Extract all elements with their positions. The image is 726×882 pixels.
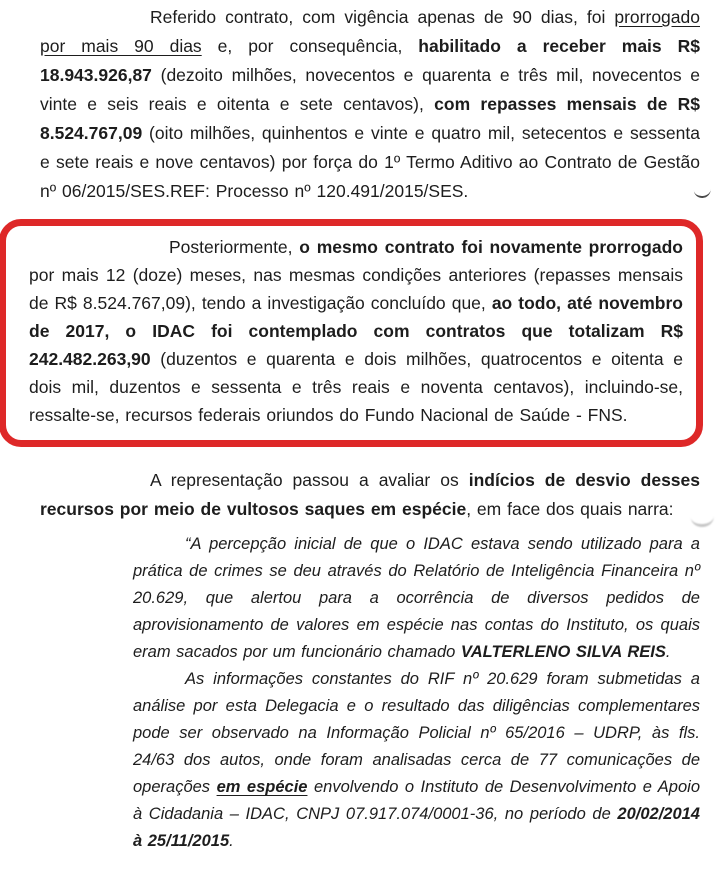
red-highlight-box (0, 219, 703, 447)
text-run: 20/02/2014 à 25/11/2015 (133, 805, 700, 850)
text-run: ao todo, até novembro de 2017, o IDAC foi contemplado com contratos que totalizam R$ 242.482.263,90 (29, 293, 684, 369)
text-run: por mais 12 (doze) meses, nas mesmas condições anteriores (repasses mensais de R$ 8.524.767,09), tendo a investigação concluído que, (29, 265, 683, 313)
text-run: VALTERLENO SILVA REIS (460, 643, 666, 661)
text-run: com repasses mensais de R$ 8.524.767,09 (40, 94, 700, 143)
quote-paragraph-2 (133, 666, 700, 855)
text-run: Posteriormente, (169, 237, 300, 257)
text-run: (oito milhões, quinhentos e vinte e quatro mil, setecentos e sessenta e sete reais e nove centavos) por força do 1º Termo Aditivo ao Contrato de Gestão nº 06/2015/SES.REF: Processo nº 120.491/2015/SES. (40, 123, 700, 201)
text-run: Referido contrato, com vigência apenas de 90 dias, foi (150, 7, 615, 27)
text-run: (duzentos e quarenta e dois milhões, quatrocentos e oitenta e dois mil, duzentos e sessenta e três reais e noventa centavos), incluindo-se, ressalte-se, recursos federais oriundos do Fundo Nacional de Saúde - FNS. (29, 349, 683, 425)
text-run: As informações constantes do RIF nº 20.629 foram submetidas a análise por esta Delegacia e o resultado das diligências complementares pode ser observado na Informação Policial nº 65/2016 – UDRP, às fls. 24/63 dos autos, onde foram analisadas cerca de 77 comunicações de operações (133, 670, 700, 796)
text-run: prorrogado por mais 90 dias (40, 7, 700, 56)
text-run: . (229, 832, 234, 850)
text-run: (dezoito milhões, novecentos e quarenta e três mil, novecentos e vinte e seis reais e oitenta e sete centavos), (40, 65, 700, 114)
text-run: indícios de desvio desses recursos por meio de vultosos saques em espécie (40, 470, 700, 519)
paragraph-contract-extension (40, 0, 700, 206)
text-run: envolvendo o Instituto de Desenvolvimento e Apoio à Cidadania – IDAC, CNPJ 07.917.074/0001-36, no período de (133, 778, 701, 823)
text-run: “A percepção inicial de que o IDAC estava sendo utilizado para a prática de crimes se deu através do Relatório de Inteligência Financeira nº 20.629, que alertou para a ocorrência de diversos pedidos de aprovisionamento de valores em espécie nas contas do Instituto, os quais eram sacados por um funcionário chamado (133, 535, 700, 661)
text-run: o mesmo contrato foi novamente prorrogado (299, 237, 683, 257)
text-run: A representação passou a avaliar os (150, 470, 469, 490)
paragraph-representation (40, 466, 700, 524)
text-run: habilitado a receber mais R$ 18.943.926,87 (40, 36, 700, 85)
text-run: em espécie (216, 778, 308, 796)
text-run: , em face dos quais narra: (466, 499, 674, 519)
scan-squiggle-mark-middle (691, 514, 715, 527)
paragraph-highlighted-total-contracts (29, 233, 683, 429)
text-run: e, por consequência, (201, 36, 419, 56)
quote-paragraph-1 (133, 531, 700, 666)
text-run: . (665, 643, 671, 661)
quote-block (133, 531, 700, 855)
